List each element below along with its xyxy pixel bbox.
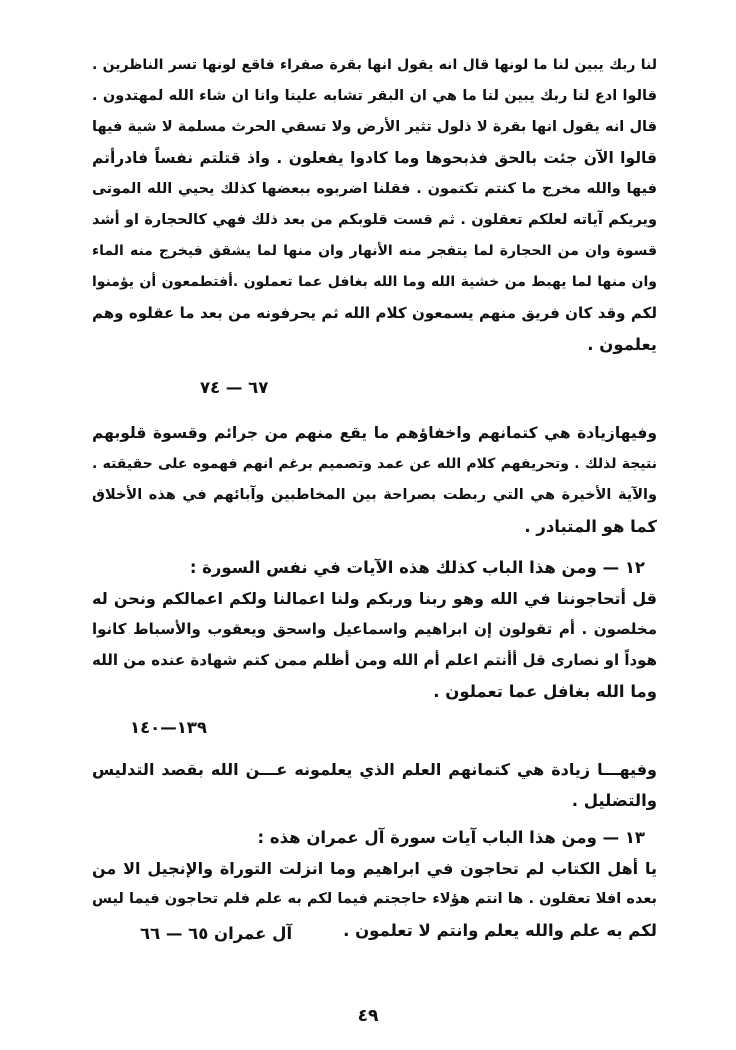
text-line: وفيهازيادة هي كتمانهم واخفاؤهم ما يقع منهم من جرائم وقسوة قلوبهم <box>92 424 657 442</box>
text-line: ويريكم آياته لعلكم تعقلون . ثم قست قلوبكم من بعد ذلك فهي كالحجارة او أشد <box>92 212 657 228</box>
text-line: قالوا ادع لنا ربك يبين لنا ما هي ان البقر تشابه علينا وانا ان شاء الله لمهتدون . <box>92 88 657 104</box>
text-line: والتضليل . <box>571 791 657 810</box>
text-line: بعده افلا تعقلون . ها انتم هؤلاء حاججتم فيما لكم به علم فلم تحاجون فيما ليس <box>92 891 657 907</box>
paragraph-1 <box>92 50 657 360</box>
section-12 <box>92 552 657 707</box>
verse-reference: ٦٧ — ٧٤ <box>200 378 269 397</box>
text-line: قسوة وان من الحجارة لما يتفجر منه الأنهار وان منها لما يشقق فيخرج منه الماء <box>92 243 657 259</box>
text-line: مخلصون . أم تقولون إن ابراهيم واسماعيل واسحق ويعقوب والأسباط كانوا <box>92 620 657 638</box>
text-line: لكم وقد كان فريق منهم يسمعون كلام الله ثم يحرفونه من بعد ما عقلوه وهم <box>92 304 657 322</box>
text-line: وان منها لما يهبط من خشية الله وما الله بغافل عما تعملون .أفتطمعون أن يؤمنوا <box>92 274 657 290</box>
text-line: نتيجة لذلك . وتحريفهم كلام الله عن عمد وتصميم برغم انهم فهموه على حقيقته . <box>92 456 657 472</box>
paragraph-2 <box>92 418 657 542</box>
section-heading: ١٣ — ومن هذا الباب آيات سورة آل عمران هذه : <box>257 828 645 847</box>
text-line: والآية الأخيرة هي التي ربطت بصراحة بين المخاطبين وآبائهم في هذه الأخلاق <box>92 487 657 503</box>
text-line: يا أهل الكتاب لم تحاجون في ابراهيم وما انزلت التوراة والإنجيل الا من <box>92 859 657 878</box>
text-line: كما هو المتبادر . <box>524 517 657 536</box>
text-line: لكم به علم والله يعلم وانتم لا تعلمون . <box>343 921 657 940</box>
text-line: يعلمون . <box>587 335 657 354</box>
text-line: قالوا الآن جئت بالحق فذبحوها وما كادوا يفعلون . واذ قتلتم نفساً فادرأتم <box>92 149 657 167</box>
paragraph-4 <box>92 754 657 816</box>
section-heading: ١٢ — ومن هذا الباب كذلك هذه الآيات في نفس السورة : <box>189 558 645 577</box>
text-line: لنا ربك يبين لنا ما لونها قال انه يقول انها بقرة صفراء فاقع لونها تسر الناظرين . <box>92 57 657 73</box>
text-line: فيها والله مخرج ما كنتم تكتمون . فقلنا اضربوه ببعضها كذلك يحيي الله الموتى <box>92 181 657 197</box>
text-line: هوداً او نصارى قل أأنتم اعلم أم الله ومن أظلم ممن كتم شهادة عنده من الله <box>92 651 657 669</box>
text-line: وفيهـــا زيادة هي كتمانهم العلم الذي يعلمونه عـــن الله بقصد التدليس <box>92 760 657 779</box>
verse-reference: آل عمران ٦٥ — ٦٦ <box>140 924 293 943</box>
text-line: وما الله بغافل عما تعملون . <box>433 682 657 701</box>
page-number: ٤٩ <box>357 1006 379 1026</box>
text-line: قل أتحاجوننا في الله وهو ربنا وربكم ولنا اعمالنا ولكم اعمالكم ونحن له <box>92 589 657 608</box>
text-line: قال انه يقول انها بقرة لا ذلول تثير الأرض ولا تسقي الحرث مسلمة لا شية فيها <box>92 119 657 135</box>
verse-reference: ١٣٩—١٤٠ <box>130 718 207 737</box>
